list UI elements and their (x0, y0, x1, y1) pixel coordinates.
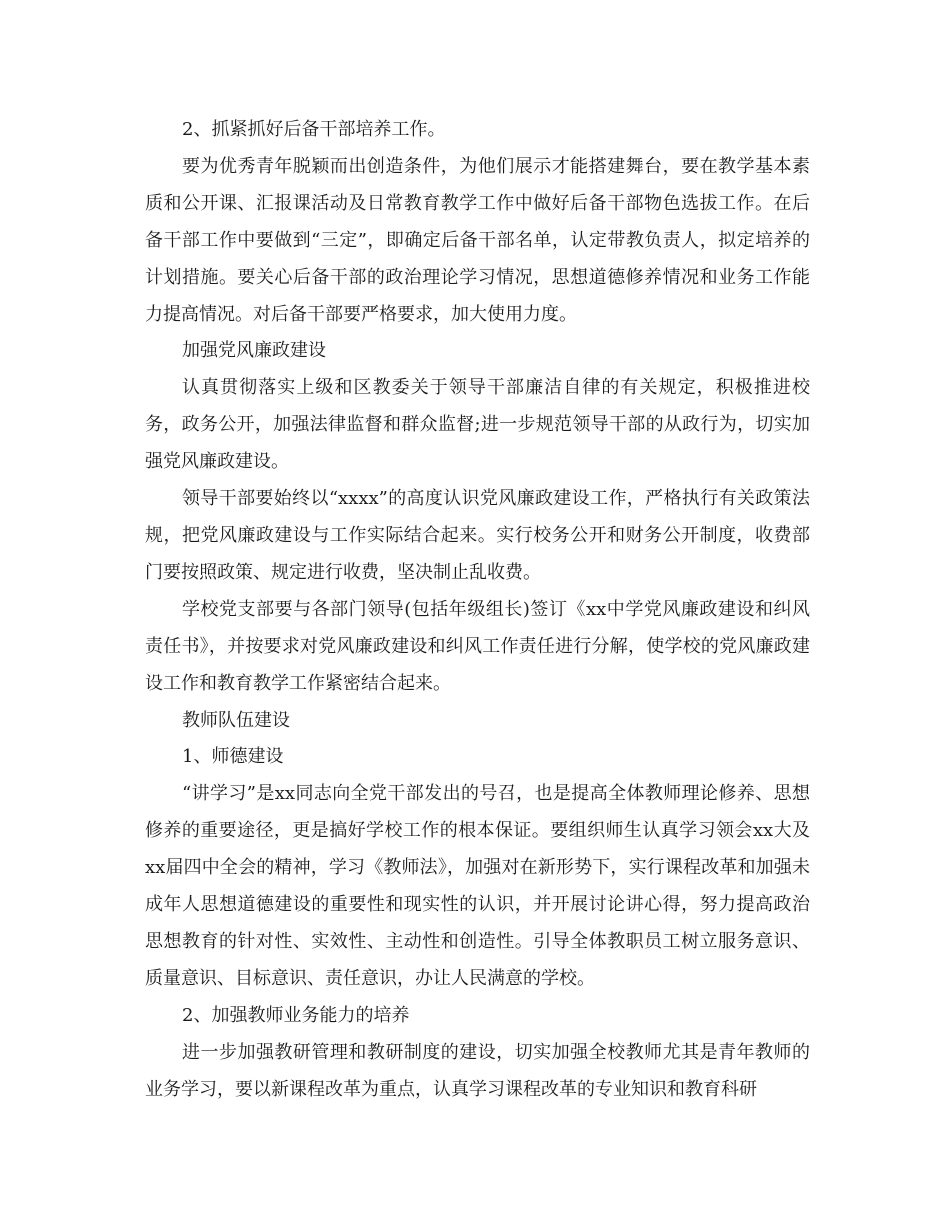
body-paragraph-responsibility: 学校党支部要与各部门领导(包括年级组长)签订《xx中学党风廉政建设和纠风责任书》，并按要求对党风廉政建设和纠风工作责任进行分解，使学校的党风廉政建设工作和教育教学工作紧密结合起来。 (145, 598, 810, 694)
section-heading-party-integrity: 加强党风廉政建设 (182, 340, 326, 362)
section-heading-teacher-team: 教师队伍建设 (182, 709, 290, 731)
subheading-ethics: 1、师德建设 (182, 746, 284, 768)
subheading-professional-ability: 2、加强教师业务能力的培养 (182, 1004, 410, 1026)
document-body (145, 112, 810, 1108)
body-paragraph-integrity-rules: 认真贯彻落实上级和区教委关于领导干部廉洁自律的有关规定，积极推进校务，政务公开，加强法律监督和群众监督;进一步规范领导干部的从政行为，切实加强党风廉政建设。 (145, 377, 810, 473)
body-paragraph-ethics: “讲学习”是xx同志向全党干部发出的号召，也是提高全体教师理论修养、思想修养的重要途径，更是搞好学校工作的根本保证。要组织师生认真学习领会xx大及xx届四中全会的精神，学习《教师法》，加强对在新形势下，实行课程改革和加强未成年人思想道德建设的重要性和现实性的认识，并开展讨论讲心得，努力提高政治思想教育的针对性、实效性、主动性和创造性。引导全体教职员工树立服务意识、质量意识、目标意识、责任意识，办让人民满意的学校。 (145, 783, 810, 989)
body-paragraph-leaders: 领导干部要始终以“xxxx”的高度认识党风廉政建设工作，严格执行有关政策法规，把党风廉政建设与工作实际结合起来。实行校务公开和财务公开制度，收费部门要按照政策、规定进行收费，坚决制止乱收费。 (145, 488, 810, 583)
section-heading-reserve-cadre: 2、抓紧抓好后备干部培养工作。 (182, 119, 446, 140)
body-paragraph-reserve-cadre: 要为优秀青年脱颖而出创造条件，为他们展示才能搭建舞台，要在教学基本素质和公开课、汇报课活动及日常教育教学工作中做好后备干部物色选拔工作。在后备干部工作中要做到“三定”，即确定后备干部名单，认定带教负责人，拟定培养的计划措施。要关心后备干部的政治理论学习情况，思想道德修养情况和业务工作能力提高情况。对后备干部要严格要求，加大使用力度。 (145, 155, 810, 325)
body-paragraph-teaching-research: 进一步加强教研管理和教研制度的建设，切实加强全校教师尤其是青年教师的业务学习，要以新课程改革为重点，认真学习课程改革的专业知识和教育科研 (145, 1041, 810, 1100)
